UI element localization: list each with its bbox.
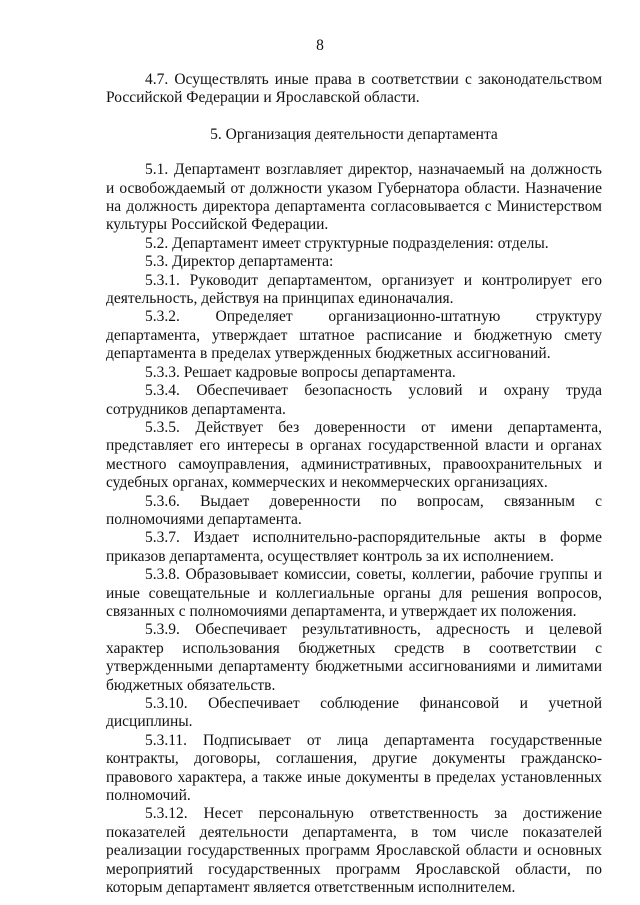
paragraph-5-3-3: 5.3.3. Решает кадровые вопросы департамента. — [145, 363, 456, 381]
paragraph-5-3-11: 5.3.11. Подписывает от лица департамента государственные контракты, договоры, соглашения, другие документы гражданско-правового характера, а также иные документы в пределах установленных полномочий. — [106, 731, 602, 805]
spacer — [106, 108, 602, 126]
paragraph-4-7: 4.7. Осуществлять иные права в соответствии с законодательством Российской Федерации и Ярославской области. — [106, 71, 602, 107]
paragraph-5-2: 5.2. Департамент имеет структурные подразделения: отделы. — [145, 234, 549, 252]
paragraph-5-3-12: 5.3.12. Несет персональную ответственность за достижение показателей деятельности департамента, в том числе показателей реализации государственных программ Ярославской области и основных мероприятий государственных программ Ярославской области, по которым департамент является ответственным исполнителем. — [106, 805, 602, 897]
paragraph-5-3-7: 5.3.7. Издает исполнительно-распорядительные акты в форме приказов департамента, осуществляет контроль за их исполнением. — [106, 529, 602, 565]
page-number: 8 — [316, 37, 324, 54]
paragraph-5-3-9: 5.3.9. Обеспечивает результативность, адресность и целевой характер использования бюджетных средств в соответствии с утвержденными департаменту бюджетными ассигнованиями и лимитами бюджетных обязательств. — [106, 621, 602, 694]
paragraph-5-3-5: 5.3.5. Действует без доверенности от имени департамента, представляет его интересы в органах государственной власти и органах местного самоуправления, административных, правоохранительных и судебных органах, коммерческих и некоммерческих организациях. — [106, 418, 602, 492]
paragraph-5-3-8: 5.3.8. Образовывает комиссии, советы, коллегии, рабочие группы и иные совещательные и коллегиальные органы для решения вопросов, связанных с полномочиями департамента, и утверждает их положения. — [106, 566, 602, 620]
section-heading: 5. Организация деятельности департамента — [210, 125, 498, 143]
paragraph-5-3-4: 5.3.4. Обеспечивает безопасность условий и охрану труда сотрудников департамента. — [106, 382, 602, 418]
spacer — [106, 144, 602, 161]
paragraph-5-3-10: 5.3.10. Обеспечивает соблюдение финансовой и учетной дисциплины. — [106, 695, 602, 731]
paragraph-5-3-6: 5.3.6. Выдает доверенности по вопросам, связанным с полномочиями департамента. — [106, 492, 602, 528]
paragraph-5-3-2: 5.3.2. Определяет организационно-штатную структуру департамента, утверждает штатное расписание и бюджетную смету департамента в пределах утвержденных бюджетных ассигнований. — [106, 308, 602, 363]
paragraph-5-3: 5.3. Директор департамента: — [145, 253, 334, 271]
document-body — [106, 71, 602, 897]
paragraph-5-1: 5.1. Департамент возглавляет директор, назначаемый на должность и освобождаемый от должности указом Губернатора области. Назначение на должность директора департамента согласовывается с Министерством культуры Российской Федерации. — [106, 161, 602, 234]
paragraph-5-3-1: 5.3.1. Руководит департаментом, организует и контролирует его деятельность, действуя на принципах единоначалия. — [106, 271, 602, 308]
